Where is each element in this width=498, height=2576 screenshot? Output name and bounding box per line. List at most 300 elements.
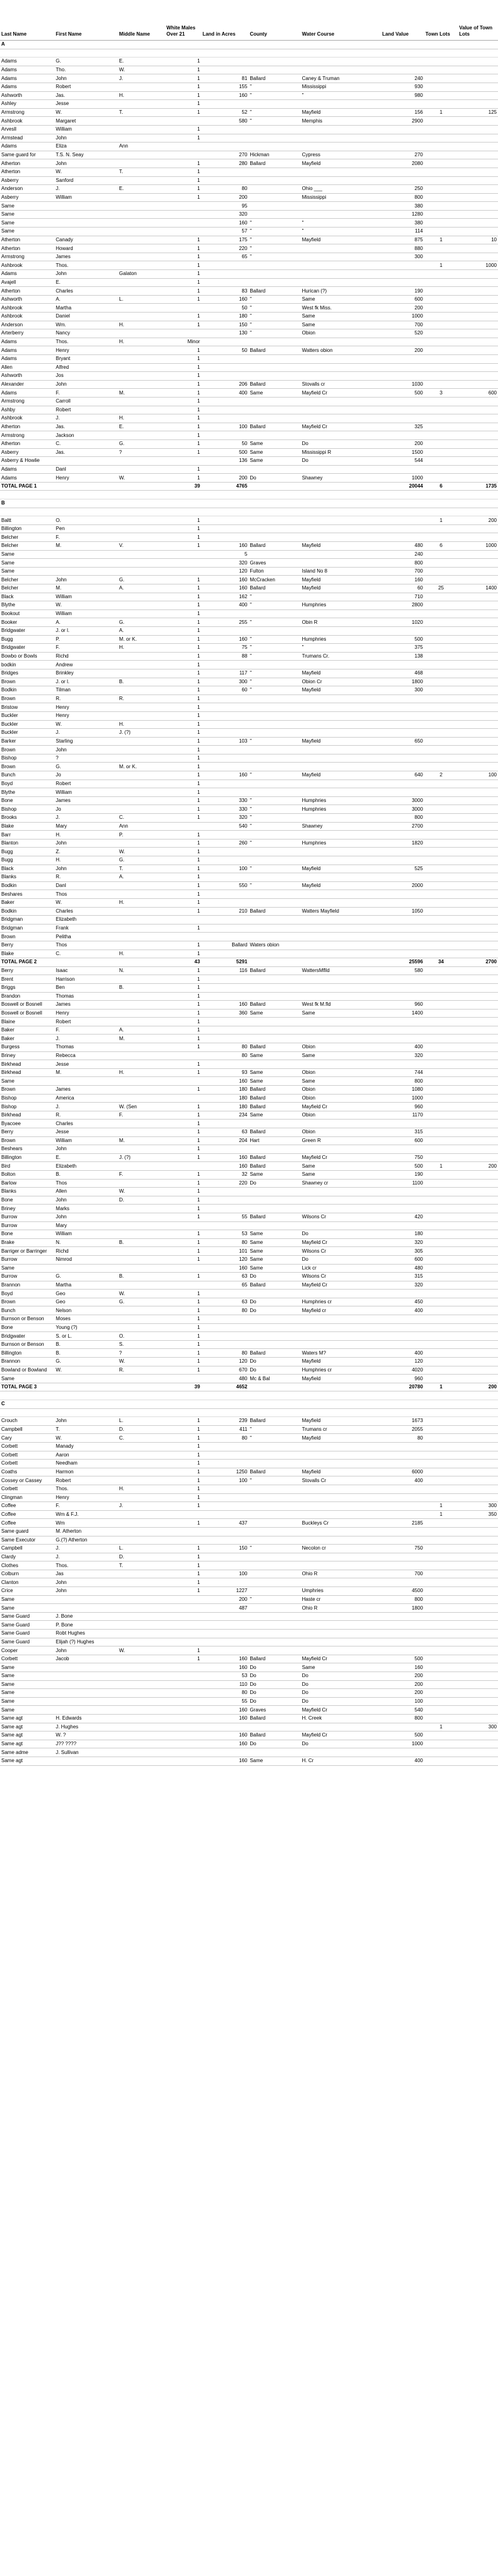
cell-white-males: 1	[165, 711, 201, 720]
cell-land-value	[381, 1026, 424, 1035]
cell-county: "	[248, 321, 300, 329]
cell-white-males: 1	[165, 372, 201, 381]
table-row	[0, 822, 498, 831]
cell-town-lots	[424, 159, 458, 168]
cell-water-course	[301, 372, 381, 381]
cell-last-name: Same	[0, 559, 54, 568]
cell-town-lot-value	[458, 125, 498, 134]
cell-white-males	[165, 117, 201, 126]
cell-land-value: 400	[381, 1349, 424, 1358]
cell-white-males: 1	[165, 1136, 201, 1145]
cell-land-value	[381, 1315, 424, 1324]
cell-last-name: Avajell	[0, 278, 54, 287]
cell-land-value	[381, 372, 424, 381]
cell-water-course	[301, 134, 381, 143]
cell-town-lots	[424, 941, 458, 950]
cell-water-course	[301, 950, 381, 958]
cell-land-acres: 55	[201, 1213, 249, 1221]
cell-town-lot-value	[458, 117, 498, 126]
cell-county	[248, 746, 300, 754]
cell-water-course	[301, 1323, 381, 1332]
table-row	[0, 839, 498, 848]
cell-middle-name	[118, 1630, 165, 1638]
cell-last-name: Same Guard	[0, 1630, 54, 1638]
cell-town-lots: 1	[424, 261, 458, 270]
cell-water-course	[301, 533, 381, 542]
cell-town-lot-value	[458, 1077, 498, 1086]
table-row	[0, 796, 498, 805]
cell-first-name: W.	[54, 168, 118, 176]
cell-first-name: John	[54, 839, 118, 848]
cell-water-course: Wilsons Cr	[301, 1213, 381, 1221]
cell-land-acres	[201, 933, 249, 941]
cell-white-males: 1	[165, 1332, 201, 1341]
cell-land-value: 800	[381, 1714, 424, 1723]
cell-town-lots	[424, 1680, 458, 1689]
cell-land-acres: 1227	[201, 1587, 249, 1596]
cell-town-lot-value	[458, 1273, 498, 1281]
table-row	[0, 1170, 498, 1179]
cell-water-course	[301, 975, 381, 984]
cell-white-males: 1	[165, 831, 201, 839]
cell-white-males: 1	[165, 992, 201, 1001]
cell-white-males: 1	[165, 1468, 201, 1476]
cell-land-acres: 500	[201, 448, 249, 457]
cell-water-course	[301, 1527, 381, 1536]
table-row	[0, 1510, 498, 1519]
cell-last-name: Atherton	[0, 287, 54, 296]
cell-town-lots	[424, 474, 458, 483]
cell-land-value	[381, 100, 424, 109]
cell-town-lot-value	[458, 1306, 498, 1315]
cell-middle-name	[118, 1383, 165, 1391]
cell-town-lot-value	[458, 1188, 498, 1196]
cell-middle-name	[118, 933, 165, 941]
cell-county	[248, 958, 300, 967]
cell-first-name: Manady	[54, 1442, 118, 1451]
cell-last-name: Bugg	[0, 848, 54, 856]
cell-town-lots	[424, 1238, 458, 1247]
cell-last-name: Crouch	[0, 1417, 54, 1426]
cell-land-acres	[201, 41, 249, 49]
table-row	[0, 609, 498, 618]
table-row	[0, 482, 498, 491]
cell-middle-name	[118, 609, 165, 618]
cell-town-lot-value	[458, 414, 498, 423]
cell-land-value: 114	[381, 228, 424, 236]
cell-middle-name: P.	[118, 831, 165, 839]
cell-town-lots	[424, 737, 458, 746]
cell-land-acres	[201, 1400, 249, 1409]
cell-first-name: Carroll	[54, 397, 118, 406]
cell-last-name: Cooper	[0, 1646, 54, 1655]
cell-land-acres: 160	[201, 1077, 249, 1086]
cell-first-name: J.	[54, 1103, 118, 1111]
cell-middle-name: A.	[118, 626, 165, 635]
cell-first-name	[54, 202, 118, 211]
cell-town-lots	[424, 1740, 458, 1748]
cell-town-lot-value	[458, 1009, 498, 1018]
cell-land-acres	[201, 661, 249, 669]
cell-county	[248, 210, 300, 219]
cell-land-acres: 160	[201, 1706, 249, 1715]
cell-land-acres: 53	[201, 1672, 249, 1681]
cell-county: Ballard	[248, 1103, 300, 1111]
cell-land-acres: 160	[201, 91, 249, 100]
cell-middle-name	[118, 1247, 165, 1256]
cell-land-value	[381, 609, 424, 618]
cell-last-name: Bunch	[0, 771, 54, 780]
cell-first-name: F.	[54, 644, 118, 653]
cell-county	[248, 1315, 300, 1324]
cell-first-name: R.	[54, 873, 118, 882]
cell-county	[248, 1553, 300, 1561]
cell-land-acres: 437	[201, 1519, 249, 1528]
cell-middle-name	[118, 363, 165, 372]
cell-water-course	[301, 363, 381, 372]
cell-white-males: 1	[165, 661, 201, 669]
cell-town-lots	[424, 1460, 458, 1468]
cell-county	[248, 125, 300, 134]
cell-white-males: 1	[165, 287, 201, 296]
cell-first-name: P.	[54, 635, 118, 644]
cell-middle-name: G.	[118, 576, 165, 584]
cell-water-course: Do	[301, 1672, 381, 1681]
cell-water-course	[301, 1612, 381, 1621]
table-row	[0, 1527, 498, 1536]
cell-last-name: Adams	[0, 338, 54, 346]
cell-last-name: Same	[0, 1706, 54, 1715]
cell-land-acres: 220	[201, 1179, 249, 1188]
cell-water-course: Obion Cr	[301, 678, 381, 686]
cell-water-course	[301, 720, 381, 729]
cell-first-name: J.	[54, 1545, 118, 1553]
cell-county	[248, 1527, 300, 1536]
cell-town-lot-value	[458, 431, 498, 440]
cell-first-name: Tilman	[54, 686, 118, 695]
cell-first-name	[54, 1375, 118, 1383]
cell-land-acres	[201, 1621, 249, 1630]
cell-first-name: A.	[54, 295, 118, 304]
cell-first-name: P. Bone	[54, 1621, 118, 1630]
cell-white-males: 1	[165, 873, 201, 882]
cell-last-name: Corbett	[0, 1655, 54, 1663]
cell-water-course	[301, 933, 381, 941]
cell-county: Same	[248, 389, 300, 398]
cell-town-lot-value	[458, 678, 498, 686]
cell-land-acres: 120	[201, 1255, 249, 1264]
cell-white-males: 1	[165, 703, 201, 712]
cell-white-males: 1	[165, 1238, 201, 1247]
cell-town-lot-value	[458, 1230, 498, 1239]
cell-last-name: Berry	[0, 941, 54, 950]
cell-last-name: Armstrong	[0, 253, 54, 261]
cell-first-name	[54, 482, 118, 491]
cell-middle-name	[118, 601, 165, 610]
cell-middle-name: F.	[118, 1111, 165, 1120]
cell-town-lots	[424, 1545, 458, 1553]
cell-land-acres	[201, 890, 249, 899]
cell-town-lot-value	[458, 491, 498, 499]
cell-water-course: Mayfield Cr	[301, 1655, 381, 1663]
cell-first-name	[54, 1689, 118, 1698]
cell-town-lot-value	[458, 1545, 498, 1553]
cell-first-name: Jacob	[54, 1655, 118, 1663]
cell-town-lot-value	[458, 1578, 498, 1587]
cell-water-course	[301, 1400, 381, 1409]
cell-land-acres: 50	[201, 304, 249, 313]
cell-first-name	[54, 499, 118, 508]
cell-middle-name: H.	[118, 898, 165, 907]
cell-land-acres: 88	[201, 652, 249, 661]
cell-water-course	[301, 593, 381, 601]
cell-county: Ballard	[248, 584, 300, 593]
cell-middle-name: R.	[118, 694, 165, 703]
cell-middle-name	[118, 1162, 165, 1171]
table-row	[0, 1103, 498, 1111]
table-row	[0, 898, 498, 907]
cell-land-value	[381, 1340, 424, 1349]
table-row	[0, 644, 498, 653]
cell-town-lot-value	[458, 593, 498, 601]
cell-middle-name: W.	[118, 1646, 165, 1655]
cell-town-lots	[424, 100, 458, 109]
cell-middle-name	[118, 253, 165, 261]
cell-land-value	[381, 746, 424, 754]
cell-water-course: Obion	[301, 1111, 381, 1120]
cell-water-course	[301, 992, 381, 1001]
cell-town-lots	[424, 431, 458, 440]
cell-land-value: 480	[381, 1264, 424, 1273]
cell-white-males: 1	[165, 1188, 201, 1196]
table-row	[0, 1111, 498, 1120]
cell-white-males: 1	[165, 635, 201, 644]
cell-middle-name	[118, 1757, 165, 1765]
cell-first-name: T.	[54, 1425, 118, 1434]
cell-water-course	[301, 168, 381, 176]
cell-land-value	[381, 516, 424, 525]
table-row	[0, 983, 498, 992]
cell-land-value	[381, 1196, 424, 1205]
cell-white-males	[165, 329, 201, 338]
cell-last-name: Ashbrook	[0, 261, 54, 270]
cell-land-value	[381, 1630, 424, 1638]
cell-middle-name: E.	[118, 58, 165, 66]
cell-middle-name	[118, 916, 165, 925]
table-row	[0, 1306, 498, 1315]
cell-land-value	[381, 1527, 424, 1536]
cell-land-value	[381, 890, 424, 899]
table-row	[0, 763, 498, 771]
cell-water-course	[301, 831, 381, 839]
cell-town-lots	[424, 763, 458, 771]
cell-land-value	[381, 176, 424, 185]
cell-water-course	[301, 1145, 381, 1154]
cell-town-lot-value	[458, 1757, 498, 1765]
cell-water-course: Humphries cr	[301, 1366, 381, 1375]
cell-land-acres: 180	[201, 313, 249, 321]
cell-town-lot-value	[458, 890, 498, 899]
cell-middle-name: B.	[118, 678, 165, 686]
cell-middle-name: W.	[118, 66, 165, 74]
cell-first-name: James	[54, 253, 118, 261]
cell-town-lots	[424, 1663, 458, 1672]
cell-county: Waters obion	[248, 941, 300, 950]
cell-town-lots	[424, 1408, 458, 1417]
cell-first-name	[54, 1706, 118, 1715]
cell-town-lots	[424, 465, 458, 474]
cell-land-acres: 75	[201, 644, 249, 653]
cell-last-name: Anderson	[0, 185, 54, 194]
cell-water-course: Obion	[301, 1086, 381, 1095]
table-row	[0, 1757, 498, 1765]
cell-middle-name	[118, 1578, 165, 1587]
cell-town-lots	[424, 1018, 458, 1026]
cell-land-value: 20044	[381, 482, 424, 491]
cell-water-course	[301, 788, 381, 797]
cell-county: Do	[248, 1358, 300, 1366]
cell-county: Hart	[248, 1136, 300, 1145]
cell-last-name: Asberry & Howlie	[0, 457, 54, 466]
cell-white-males	[165, 1281, 201, 1290]
cell-water-course	[301, 1035, 381, 1043]
cell-town-lots	[424, 287, 458, 296]
table-row	[0, 185, 498, 194]
cell-land-acres	[201, 916, 249, 925]
cell-town-lots	[424, 439, 458, 448]
cell-county: "	[248, 244, 300, 253]
cell-land-value: 160	[381, 1663, 424, 1672]
cell-county: Same	[248, 1264, 300, 1273]
cell-county	[248, 261, 300, 270]
cell-middle-name: E.	[118, 185, 165, 194]
cell-water-course: Mayfield	[301, 1375, 381, 1383]
cell-town-lots: 1	[424, 1723, 458, 1732]
cell-first-name: James	[54, 1086, 118, 1095]
cell-middle-name	[118, 1315, 165, 1324]
cell-water-course	[301, 508, 381, 516]
cell-white-males	[165, 1051, 201, 1060]
cell-first-name	[54, 559, 118, 568]
cell-town-lots	[424, 1476, 458, 1485]
cell-middle-name: Ann	[118, 143, 165, 151]
cell-middle-name	[118, 1205, 165, 1213]
cell-town-lots	[424, 176, 458, 185]
cell-first-name: John	[54, 1213, 118, 1221]
cell-last-name: Berry	[0, 1128, 54, 1137]
cell-land-value: 960	[381, 1001, 424, 1010]
cell-town-lot-value	[458, 1298, 498, 1306]
cell-first-name: Thos.	[54, 261, 118, 270]
cell-county: "	[248, 219, 300, 228]
cell-town-lots	[424, 1434, 458, 1443]
cell-land-acres	[201, 363, 249, 372]
cell-last-name: Same agt	[0, 1757, 54, 1765]
table-row	[0, 542, 498, 551]
cell-last-name: Boyd	[0, 779, 54, 788]
cell-middle-name	[118, 228, 165, 236]
cell-white-males: 1	[165, 924, 201, 933]
cell-town-lot-value	[458, 881, 498, 890]
table-row	[0, 304, 498, 313]
cell-middle-name: A.	[118, 1026, 165, 1035]
cell-first-name: Richd	[54, 652, 118, 661]
cell-land-acres: 55	[201, 1697, 249, 1706]
cell-county	[248, 1519, 300, 1528]
cell-white-males: 1	[165, 236, 201, 244]
cell-land-value	[381, 1748, 424, 1757]
cell-water-course: Ohio R	[301, 1604, 381, 1613]
cell-last-name: Bodkin	[0, 881, 54, 890]
cell-town-lot-value	[458, 1145, 498, 1154]
cell-white-males: 1	[165, 1170, 201, 1179]
cell-first-name: William	[54, 1230, 118, 1239]
cell-last-name: Armstrong	[0, 108, 54, 117]
cell-town-lot-value	[458, 1060, 498, 1069]
cell-town-lot-value	[458, 601, 498, 610]
cell-white-males: 1	[165, 261, 201, 270]
cell-middle-name	[118, 796, 165, 805]
cell-land-value: 650	[381, 737, 424, 746]
cell-land-value: 315	[381, 1273, 424, 1281]
cell-last-name: Bishop	[0, 754, 54, 763]
cell-land-value: 800	[381, 193, 424, 202]
cell-white-males: 1	[165, 516, 201, 525]
cell-land-acres: 550	[201, 881, 249, 890]
cell-county: "	[248, 737, 300, 746]
cell-county	[248, 354, 300, 363]
cell-land-acres	[201, 278, 249, 287]
table-row	[0, 1162, 498, 1171]
cell-county	[248, 363, 300, 372]
cell-town-lot-value	[458, 1281, 498, 1290]
cell-county	[248, 66, 300, 74]
table-row	[0, 295, 498, 304]
cell-town-lots	[424, 1145, 458, 1154]
cell-middle-name	[118, 746, 165, 754]
cell-county	[248, 1188, 300, 1196]
cell-middle-name	[118, 652, 165, 661]
cell-last-name: Blanton	[0, 839, 54, 848]
cell-land-value: 600	[381, 1136, 424, 1145]
cell-land-value: 1080	[381, 1086, 424, 1095]
cell-last-name: Beshares	[0, 890, 54, 899]
cell-water-course	[301, 711, 381, 720]
cell-water-course	[301, 1026, 381, 1035]
cell-middle-name: T.	[118, 168, 165, 176]
cell-town-lot-value	[458, 439, 498, 448]
cell-town-lot-value	[458, 1247, 498, 1256]
cell-land-value: 500	[381, 389, 424, 398]
cell-middle-name: W.	[118, 1188, 165, 1196]
cell-land-acres: Ballard	[201, 941, 249, 950]
cell-county	[248, 465, 300, 474]
cell-land-value: 600	[381, 295, 424, 304]
cell-land-acres: 160	[201, 295, 249, 304]
table-row	[0, 669, 498, 678]
cell-land-acres: 63	[201, 1273, 249, 1281]
cell-last-name	[0, 491, 54, 499]
table-row	[0, 1349, 498, 1358]
cell-middle-name	[118, 83, 165, 91]
cell-town-lots	[424, 321, 458, 329]
cell-white-males: 1	[165, 1519, 201, 1528]
cell-land-acres	[201, 431, 249, 440]
header-county: County	[248, 0, 300, 41]
cell-first-name: Henry	[54, 346, 118, 355]
cell-last-name: Same	[0, 1077, 54, 1086]
cell-land-acres: 180	[201, 1103, 249, 1111]
